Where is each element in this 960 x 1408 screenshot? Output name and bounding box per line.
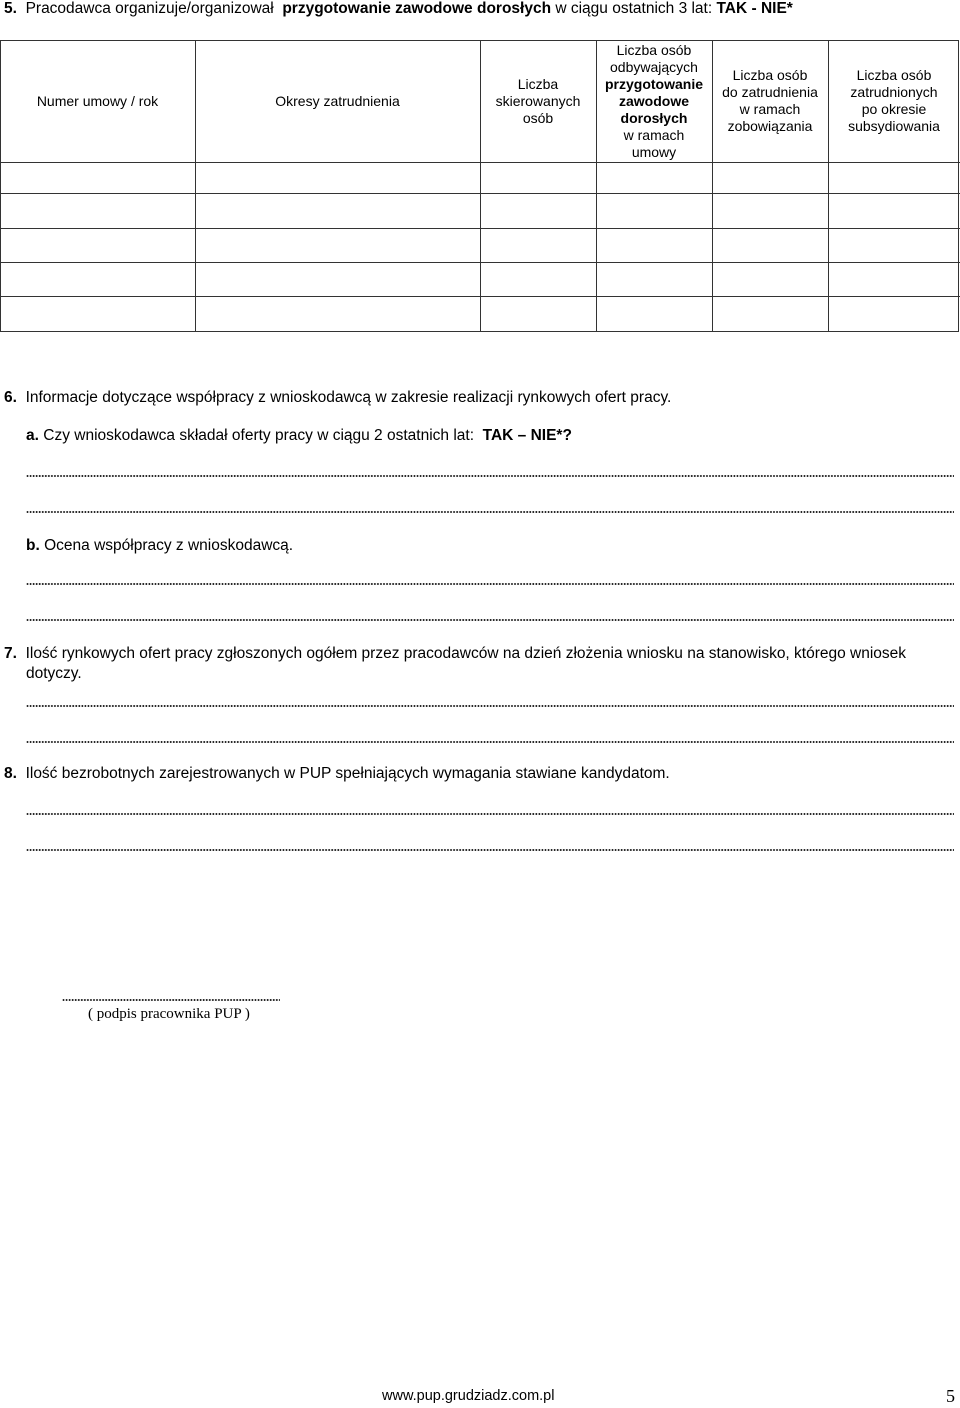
question-a-text: Czy wnioskodawca składał oferty pracy w ciągu 2 ostatnich lat: (43, 427, 475, 444)
section-7-text: Ilość rynkowych ofert pracy zgłoszonych ogółem przez pracodawców na dzień złożenia wniosku na stanowisko, którego wniosek (25, 645, 907, 662)
table-cell[interactable] (2, 298, 193, 330)
table-cell[interactable] (830, 298, 958, 330)
table-header-line: umowy (631, 143, 677, 160)
question-b (26, 537, 293, 555)
table-header-cell (0, 40, 195, 162)
table-header-line: Okresy zatrudnienia (275, 92, 400, 109)
table-header-line: osób (522, 109, 554, 126)
table-cell[interactable] (2, 264, 193, 294)
table-cell[interactable] (197, 230, 478, 260)
question-b-label: b. (26, 537, 40, 554)
table-header-cell (596, 40, 712, 162)
section-5-text: Pracodawca organizuje/organizował (25, 0, 274, 17)
table-header-line: zatrudnionych (850, 84, 938, 100)
question-a-label: a. (26, 427, 39, 444)
table-cell[interactable] (830, 264, 958, 294)
section-8-heading (4, 765, 670, 783)
section-8-text: Ilość bezrobotnych zarejestrowanych w PUP spełniających wymagania stawiane kandydatom. (25, 765, 670, 782)
section-6-title: Informacje dotyczące współpracy z wnioskodawcą w zakresie realizacji rynkowych ofert pracy. (25, 389, 672, 406)
answer-8-line-2[interactable] (26, 849, 954, 851)
question-a-options: TAK – NIE*? (482, 427, 572, 444)
table-cell[interactable] (714, 164, 826, 191)
section-5-heading (4, 0, 793, 18)
question-b-text: Ocena współpracy z wnioskodawcą. (44, 537, 294, 554)
table-header-line: dorosłych (620, 109, 688, 126)
section-8-number: 8. (4, 765, 17, 782)
section-7-text-continued: dotyczy. (26, 665, 82, 682)
table-cell[interactable] (714, 264, 826, 294)
table-cell[interactable] (714, 195, 826, 226)
table-cell[interactable] (197, 264, 478, 294)
table-cell[interactable] (598, 195, 710, 226)
section-5-options: TAK - NIE* (716, 0, 793, 17)
answer-b-line-1[interactable] (26, 583, 954, 585)
answer-8-line-1[interactable] (26, 813, 954, 815)
table-header-cell (480, 40, 596, 162)
table-cell[interactable] (482, 195, 594, 226)
answer-7-line-2[interactable] (26, 741, 954, 743)
table-cell[interactable] (2, 164, 193, 191)
table-header-line: zobowiązania (727, 118, 813, 134)
answer-a-line-2[interactable] (26, 511, 954, 513)
table-header-line: Liczba osób (856, 67, 932, 83)
table-cell[interactable] (197, 298, 478, 330)
table-cell[interactable] (2, 230, 193, 260)
table-cell[interactable] (197, 195, 478, 226)
table-header-line: Liczba (517, 75, 559, 92)
table-cell[interactable] (197, 164, 478, 191)
table-cell[interactable] (830, 230, 958, 260)
signature-line[interactable] (62, 999, 280, 1001)
page-number: 5 (946, 1386, 955, 1406)
section-5-bold-text: przygotowanie zawodowe dorosłych (282, 0, 552, 17)
table-cell[interactable] (830, 195, 958, 226)
question-a (26, 427, 572, 445)
table-cell[interactable] (714, 298, 826, 330)
section-5-period: w ciągu ostatnich 3 lat: (555, 0, 713, 17)
signature-label: ( podpis pracownika PUP ) (88, 1006, 250, 1022)
table-cell[interactable] (830, 164, 958, 191)
section-6-heading (4, 389, 671, 407)
table-header-line: skierowanych (495, 92, 581, 109)
table-cell[interactable] (482, 230, 594, 260)
table-header-line: Numer umowy / rok (36, 92, 159, 109)
table-cell[interactable] (598, 264, 710, 294)
table-header-line: subsydiowania (848, 118, 940, 134)
table-header-line: w ramach (739, 101, 801, 117)
section-7-number: 7. (4, 645, 17, 662)
table-cell[interactable] (714, 230, 826, 260)
training-table (0, 40, 960, 332)
table-cell[interactable] (598, 164, 710, 191)
table-header-cell (828, 40, 960, 162)
section-5-number: 5. (4, 0, 17, 17)
table-cell[interactable] (2, 195, 193, 226)
table-header-line: Liczba osób (732, 67, 808, 83)
answer-a-line-1[interactable] (26, 475, 954, 477)
table-header-line: do zatrudnienia (722, 84, 818, 100)
table-header-cell (195, 40, 480, 162)
table-header-line: Liczba osób (616, 41, 692, 58)
table-cell[interactable] (598, 230, 710, 260)
table-header-line: po okresie (861, 101, 927, 117)
table-header-line: odbywających (610, 58, 698, 75)
table-header-line: w ramach (623, 126, 685, 143)
section-7-heading (4, 645, 906, 663)
table-cell[interactable] (482, 164, 594, 191)
section-6-number: 6. (4, 389, 17, 406)
table-header-line: przygotowanie (604, 75, 703, 92)
table-header-cell (712, 40, 828, 162)
table-cell[interactable] (482, 298, 594, 330)
footer-url[interactable]: www.pup.grudziadz.com.pl (382, 1388, 555, 1404)
table-header-line: zawodowe (618, 92, 689, 109)
table-cell[interactable] (482, 264, 594, 294)
answer-b-line-2[interactable] (26, 619, 954, 621)
answer-7-line-1[interactable] (26, 705, 954, 707)
table-cell[interactable] (598, 298, 710, 330)
